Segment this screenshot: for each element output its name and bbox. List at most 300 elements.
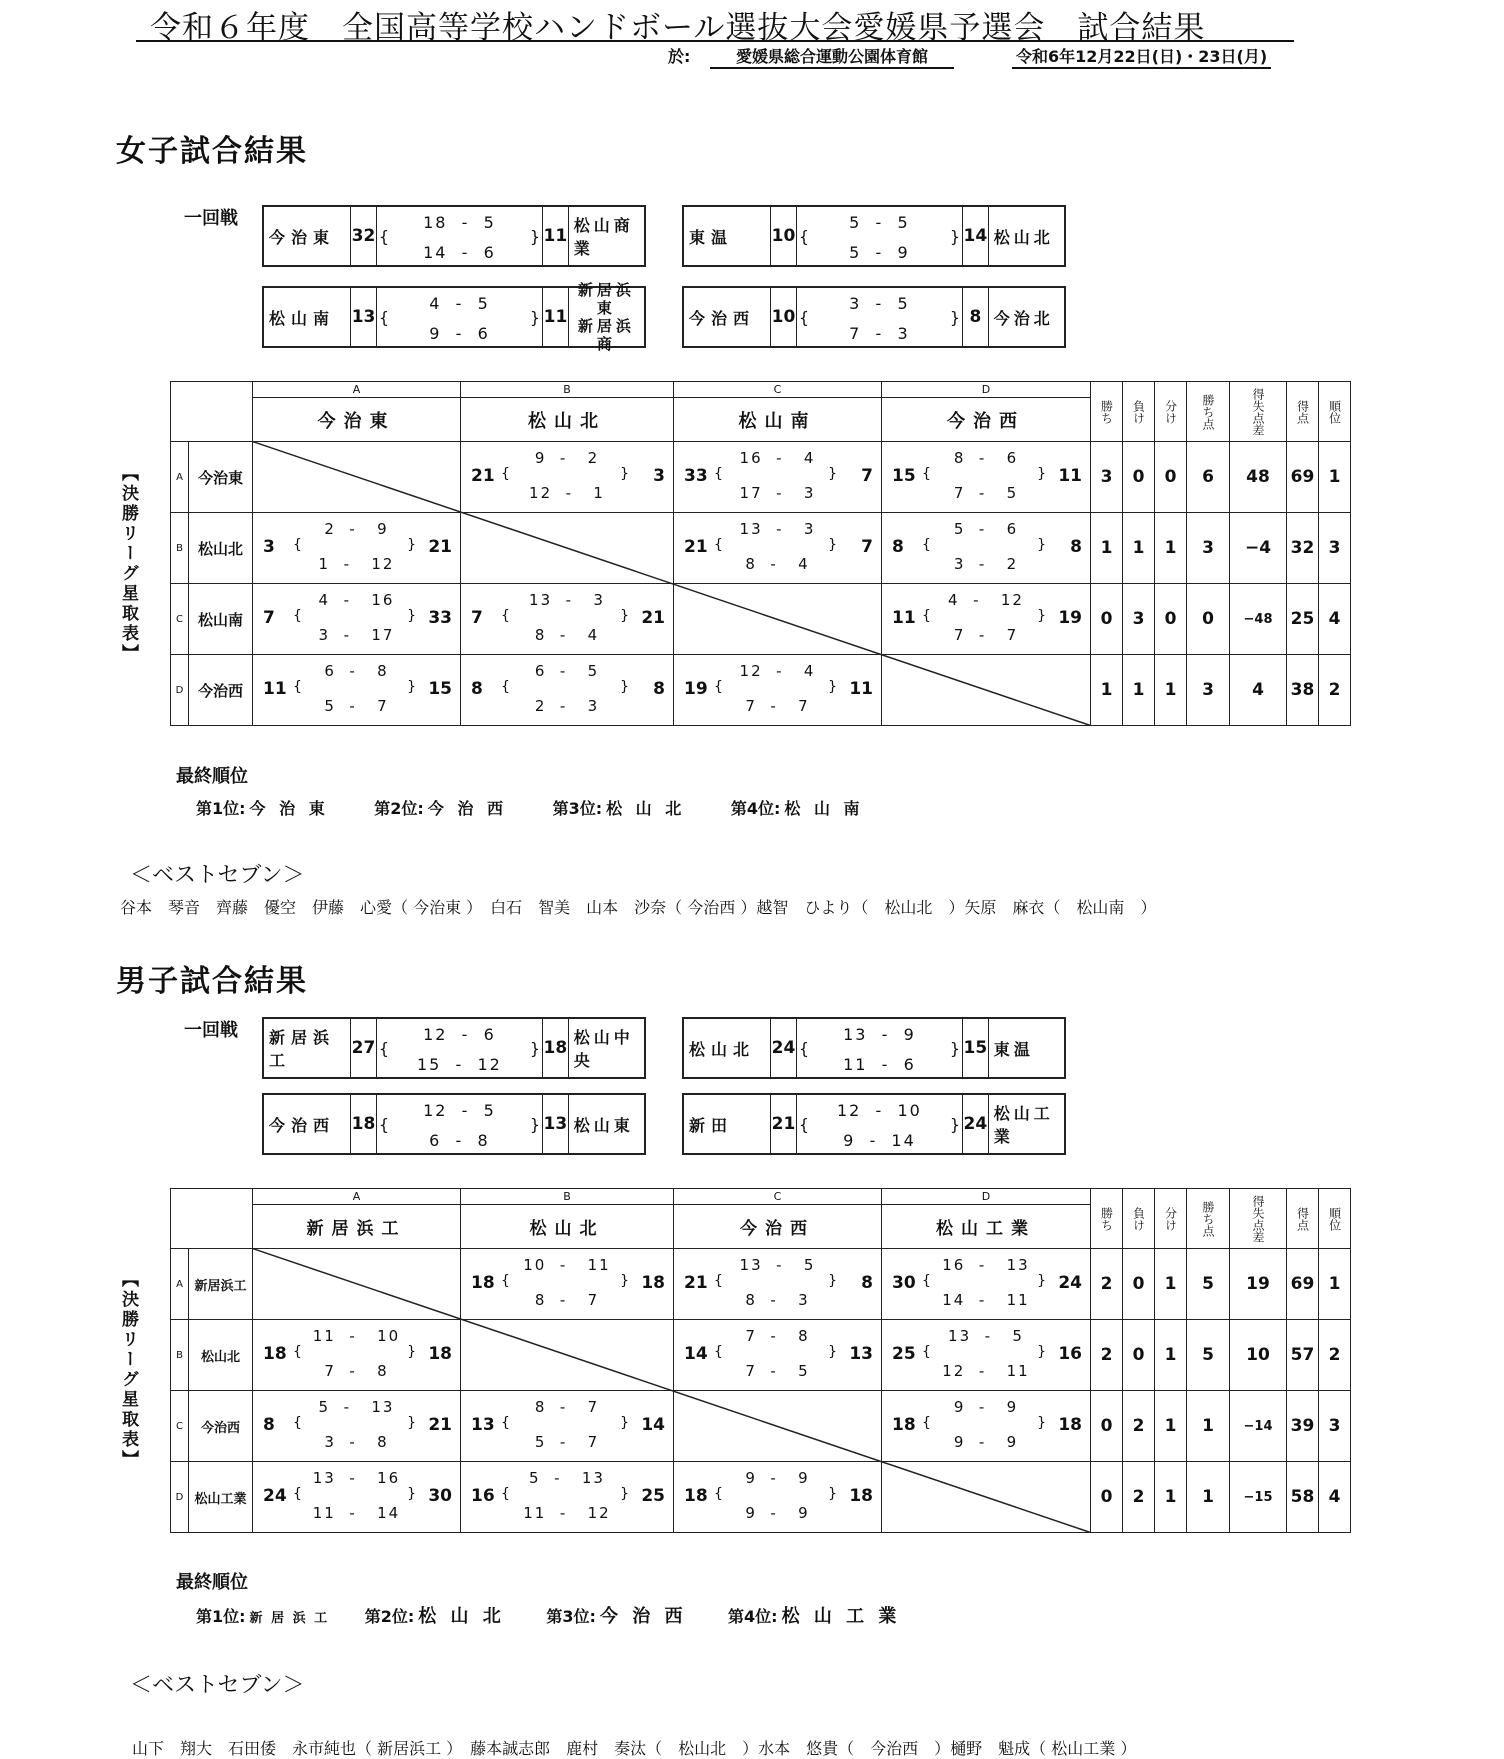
cell-h2-left: 2 xyxy=(534,697,547,715)
first-half-right: 10 xyxy=(897,1101,922,1120)
cell-h2-right: 3 xyxy=(803,484,816,502)
row-team-name: 今治西 xyxy=(189,655,253,726)
cell-score-right: 8 xyxy=(653,679,665,699)
cell-score-left: 13 xyxy=(471,1415,495,1435)
cell-score-right: 21 xyxy=(641,608,665,628)
first-half-left: 3 xyxy=(849,294,862,313)
bracket-open: { xyxy=(293,1415,302,1431)
stat-value: 4 xyxy=(1230,655,1287,726)
bracket-close: } xyxy=(828,1486,837,1502)
cell-score-right: 24 xyxy=(1058,1273,1082,1293)
cell-h1-left: 9 xyxy=(745,1469,757,1487)
cell-score-left: 25 xyxy=(892,1344,916,1364)
women-rank-4-label: 第4位: xyxy=(730,799,781,818)
cell-h1-right: 2 xyxy=(587,449,600,467)
stat-value: 3 xyxy=(1091,442,1123,513)
first-half-left: 12 xyxy=(423,1025,448,1044)
stat-value: 0 xyxy=(1091,584,1123,655)
bracket-open: { xyxy=(293,537,302,553)
cell-h1-left: 13 xyxy=(529,591,553,609)
bracket-open: { xyxy=(798,308,810,327)
match-second-half: 14 - 6 xyxy=(423,243,496,262)
cell-second-half: 8 - 4 xyxy=(534,626,600,644)
stat-value: 25 xyxy=(1287,584,1319,655)
women-rank-3-team: 松 山 北 xyxy=(606,799,686,818)
cell-h2-right: 2 xyxy=(1006,555,1019,573)
cell-h2-right: 11 xyxy=(1006,1362,1030,1380)
cell-h1-right: 9 xyxy=(1006,1398,1019,1416)
first-half-right: 5 xyxy=(483,213,496,232)
stat-value: −48 xyxy=(1230,584,1287,655)
bracket-close: } xyxy=(620,679,629,695)
second-half-right: 6 xyxy=(477,324,490,343)
team-header: 松山南 xyxy=(674,398,882,442)
cell-second-half: 3 - 17 xyxy=(318,626,395,644)
cell-h1-right: 12 xyxy=(1000,591,1024,609)
cell-second-half: 5 - 7 xyxy=(534,1433,600,1451)
cell-h2-left: 11 xyxy=(523,1504,547,1522)
cell-h1-right: 16 xyxy=(371,591,395,609)
cell-h1-right: 16 xyxy=(377,1469,401,1487)
venue-text: 愛媛県総合運動公園体育館 xyxy=(710,47,954,69)
second-half-right: 6 xyxy=(903,1055,916,1074)
cell-score-right: 25 xyxy=(641,1486,665,1506)
row-team-name: 松山工業 xyxy=(189,1462,253,1533)
cell-first-half: 6 - 5 xyxy=(534,662,600,680)
bracket-open: { xyxy=(501,679,510,695)
stat-header-text: 得点 xyxy=(1295,399,1310,424)
bracket-open: { xyxy=(293,1486,302,1502)
cell-h1-left: 5 xyxy=(529,1469,541,1487)
cell-score-left: 16 xyxy=(471,1486,495,1506)
bracket-close: } xyxy=(1037,1415,1046,1431)
stat-header-text: 順位 xyxy=(1327,399,1342,424)
stat-header-text: 勝ち点 xyxy=(1201,393,1215,430)
stat-value: 1 xyxy=(1155,1320,1187,1391)
stat-value: 58 xyxy=(1287,1462,1319,1533)
cell-h2-left: 11 xyxy=(312,1504,336,1522)
bracket-close: } xyxy=(529,1115,540,1134)
cell-second-half: 11 - 12 xyxy=(523,1504,611,1522)
cell-h2-left: 9 xyxy=(953,1433,966,1451)
cell-first-half: 5 - 6 xyxy=(953,520,1019,538)
cell-h1-left: 13 xyxy=(739,1256,763,1274)
bracket-open: { xyxy=(714,1486,723,1502)
cell-first-half: 9 - 9 xyxy=(953,1398,1019,1416)
cell-first-half: 2 - 9 xyxy=(324,520,389,538)
col-letter: C xyxy=(674,382,882,398)
row-letter: C xyxy=(171,1391,189,1462)
match-right-team-text: 松山中央 xyxy=(573,1028,634,1070)
stat-header-text: 分け xyxy=(1163,1206,1178,1231)
bracket-open: { xyxy=(378,1115,390,1134)
bracket-open: { xyxy=(293,608,302,624)
cell-score-left: 18 xyxy=(892,1415,916,1435)
match-left-team-text: 新居浜工 xyxy=(269,1028,336,1070)
stat-value: 2 xyxy=(1319,655,1351,726)
second-half-left: 6 xyxy=(429,1131,442,1150)
cell-h1-left: 9 xyxy=(534,449,547,467)
stat-value: 4 xyxy=(1319,1462,1351,1533)
cell-h1-left: 10 xyxy=(523,1256,547,1274)
bracket-open: { xyxy=(714,679,723,695)
bracket-close: } xyxy=(620,1415,629,1431)
cell-h2-left: 5 xyxy=(534,1433,547,1451)
cell-second-half: 9 - 9 xyxy=(745,1504,810,1522)
cell-score-left: 11 xyxy=(892,608,916,628)
women-best-seven: 谷本 琴音 齊藤 優空 伊藤 心愛（ 今治東 ） 白石 智美 山本 沙奈（ 今治西 ）越智 ひより（ 松山北 ）矢原 麻衣（ 松山南 ） xyxy=(120,898,1157,917)
cell-h1-left: 9 xyxy=(953,1398,966,1416)
cell-first-half: 4 - 16 xyxy=(318,591,395,609)
cell-first-half: 5 - 13 xyxy=(318,1398,395,1416)
stat-header-text: 得点 xyxy=(1295,1206,1310,1231)
match-right-total: 14 xyxy=(963,207,989,265)
match-first-half: 12 - 6 xyxy=(423,1025,496,1044)
bracket-open: { xyxy=(378,308,390,327)
stat-value: 0 xyxy=(1155,584,1187,655)
stat-header-text: 負け xyxy=(1131,1206,1146,1231)
date-text: 令和6年12月22日(日)・23日(月) xyxy=(1012,47,1271,69)
men-rank-1-team: 新 居 浜 工 xyxy=(249,1611,330,1626)
bracket-open: { xyxy=(922,1344,931,1360)
cell-h2-left: 7 xyxy=(745,1362,757,1380)
cell-h2-right: 12 xyxy=(587,1504,611,1522)
cell-h1-right: 11 xyxy=(587,1256,611,1274)
match-first-half: 12 - 5 xyxy=(423,1101,496,1120)
team-header: 松山工業 xyxy=(882,1205,1091,1249)
stat-value: 48 xyxy=(1230,442,1287,513)
row-team-name: 松山南 xyxy=(189,584,253,655)
bracket-close: } xyxy=(1037,1344,1046,1360)
match-left-total: 24 xyxy=(771,1019,797,1077)
stat-value: 0 xyxy=(1123,1320,1155,1391)
first-half-right: 5 xyxy=(483,1101,496,1120)
stat-value: 39 xyxy=(1287,1391,1319,1462)
cell-h2-left: 7 xyxy=(324,1362,336,1380)
stat-value: 32 xyxy=(1287,513,1319,584)
cell-first-half: 13 - 3 xyxy=(739,520,816,538)
first-half-right: 5 xyxy=(477,294,490,313)
match-second-half: 9 - 6 xyxy=(429,324,490,343)
men-best-seven-head: ＜ベストセブン＞ xyxy=(130,1673,305,1698)
match-right-team-text: 松山北 xyxy=(993,227,1054,247)
first-half-right: 9 xyxy=(903,1025,916,1044)
stat-value: 3 xyxy=(1187,513,1230,584)
cell-h1-left: 2 xyxy=(324,520,336,538)
cell-first-half: 12 - 4 xyxy=(739,662,816,680)
col-letter: A xyxy=(253,1189,461,1205)
stat-value: 38 xyxy=(1287,655,1319,726)
cell-score-right: 3 xyxy=(653,466,665,486)
second-half-left: 11 xyxy=(843,1055,868,1074)
first-half-right: 5 xyxy=(897,294,910,313)
stat-value: 10 xyxy=(1230,1320,1287,1391)
match-right-team-text: 今治北 xyxy=(993,308,1054,328)
match-right-total: 11 xyxy=(543,207,569,265)
cell-first-half: 16 - 4 xyxy=(739,449,816,467)
stat-value: 3 xyxy=(1319,513,1351,584)
cell-h2-right: 8 xyxy=(377,1362,389,1380)
match-first-half: 4 - 5 xyxy=(429,294,490,313)
cell-score-right: 18 xyxy=(849,1486,873,1506)
stat-value: 2 xyxy=(1091,1320,1123,1391)
cell-h1-right: 8 xyxy=(377,662,389,680)
match-left-team-text: 松山南 xyxy=(269,308,336,328)
second-half-right: 12 xyxy=(477,1055,502,1074)
cell-score-right: 15 xyxy=(428,679,452,699)
first-half-left: 12 xyxy=(837,1101,862,1120)
men-league-label: 【決勝リーグ星取表】 xyxy=(118,1270,138,1470)
match-left-total: 10 xyxy=(771,288,797,346)
match-right-total: 11 xyxy=(543,288,569,346)
cell-h2-right: 8 xyxy=(377,1433,389,1451)
bracket-open: { xyxy=(922,608,931,624)
stat-value: 0 xyxy=(1091,1391,1123,1462)
cell-h2-right: 7 xyxy=(377,697,389,715)
first-half-right: 5 xyxy=(897,213,910,232)
stat-value: 1 xyxy=(1155,1249,1187,1320)
cell-score-left: 19 xyxy=(684,679,708,699)
col-letter: A xyxy=(253,382,461,398)
second-half-left: 9 xyxy=(843,1131,856,1150)
cell-h2-left: 3 xyxy=(318,626,331,644)
bracket-open: { xyxy=(714,537,723,553)
match-second-half: 7 - 3 xyxy=(849,324,910,343)
cell-score-right: 19 xyxy=(1058,608,1082,628)
stat-value: 1 xyxy=(1091,655,1123,726)
cell-score-left: 15 xyxy=(892,466,916,486)
bracket-close: } xyxy=(949,308,960,327)
cell-first-half: 6 - 8 xyxy=(324,662,389,680)
cell-second-half: 17 - 3 xyxy=(739,484,816,502)
stat-value: 1 xyxy=(1155,1462,1187,1533)
match-left-team-text: 今治東 xyxy=(269,227,336,247)
match-first-half: 5 - 5 xyxy=(849,213,910,232)
row-letter: A xyxy=(171,1249,189,1320)
row-team-name: 松山北 xyxy=(189,513,253,584)
row-letter: B xyxy=(171,1320,189,1391)
cell-h2-right: 9 xyxy=(1006,1433,1019,1451)
stat-value: 1 xyxy=(1123,655,1155,726)
second-half-right: 8 xyxy=(477,1131,490,1150)
stat-value: 3 xyxy=(1319,1391,1351,1462)
cell-h2-left: 7 xyxy=(953,626,966,644)
match-right-team-text: 松山東 xyxy=(573,1115,634,1135)
cell-h1-right: 5 xyxy=(803,1256,816,1274)
cell-h1-left: 4 xyxy=(948,591,960,609)
venue-label: 於: xyxy=(668,47,691,66)
cell-score-left: 33 xyxy=(684,466,708,486)
match-left-total: 27 xyxy=(351,1019,377,1077)
cell-second-half: 7 - 5 xyxy=(953,484,1019,502)
bracket-close: } xyxy=(407,1415,416,1431)
cell-second-half: 7 - 7 xyxy=(745,697,810,715)
cell-h1-right: 13 xyxy=(1006,1256,1030,1274)
match-right-total: 15 xyxy=(963,1019,989,1077)
bracket-close: } xyxy=(949,227,960,246)
match-right-total: 13 xyxy=(543,1095,569,1153)
first-half-left: 5 xyxy=(849,213,862,232)
cell-h2-left: 5 xyxy=(324,697,336,715)
team-header: 松山北 xyxy=(461,398,674,442)
stat-value: 2 xyxy=(1091,1249,1123,1320)
cell-second-half: 2 - 3 xyxy=(534,697,600,715)
row-letter: D xyxy=(171,655,189,726)
cell-h2-left: 9 xyxy=(745,1504,757,1522)
cell-score-left: 8 xyxy=(471,679,483,699)
stat-value: 6 xyxy=(1187,442,1230,513)
cell-h2-right: 12 xyxy=(371,555,395,573)
cell-h2-right: 1 xyxy=(593,484,605,502)
cell-first-half: 11 - 10 xyxy=(312,1327,401,1345)
cell-h1-left: 13 xyxy=(312,1469,336,1487)
col-letter: D xyxy=(882,382,1091,398)
bracket-open: { xyxy=(922,1273,931,1289)
women-rank-1-label: 第1位: xyxy=(196,799,246,818)
match-right-total: 18 xyxy=(543,1019,569,1077)
match-left-team-text: 松山北 xyxy=(689,1039,756,1059)
match-second-half: 11 - 6 xyxy=(843,1055,916,1074)
bracket-open: { xyxy=(501,1273,510,1289)
stat-value: −4 xyxy=(1230,513,1287,584)
women-rank-3-label: 第3位: xyxy=(552,799,603,818)
cell-h1-right: 10 xyxy=(377,1327,401,1345)
stat-header-text: 勝ち xyxy=(1099,1206,1114,1231)
cell-score-right: 30 xyxy=(428,1486,452,1506)
bracket-close: } xyxy=(828,537,837,553)
cell-h2-left: 7 xyxy=(953,484,966,502)
cell-h2-left: 7 xyxy=(745,697,757,715)
row-letter: C xyxy=(171,584,189,655)
cell-score-right: 11 xyxy=(849,679,873,699)
bracket-close: } xyxy=(529,227,540,246)
cell-h1-right: 6 xyxy=(1006,449,1019,467)
cell-score-right: 18 xyxy=(641,1273,665,1293)
cell-h2-left: 12 xyxy=(942,1362,966,1380)
cell-second-half: 5 - 7 xyxy=(324,697,389,715)
cell-first-half: 8 - 6 xyxy=(953,449,1019,467)
women-rank-1-team: 今 治 東 xyxy=(249,799,329,818)
cell-h2-right: 17 xyxy=(371,626,395,644)
cell-score-right: 7 xyxy=(861,537,873,557)
row-letter: D xyxy=(171,1462,189,1533)
cell-first-half: 13 - 16 xyxy=(312,1469,401,1487)
men-round-label: 一回戦 xyxy=(184,1020,238,1041)
cell-h2-left: 8 xyxy=(745,555,757,573)
bracket-close: } xyxy=(620,1273,629,1289)
stat-value: 69 xyxy=(1287,1249,1319,1320)
cell-second-half: 8 - 3 xyxy=(745,1291,810,1309)
bracket-close: } xyxy=(620,466,629,482)
cell-h2-right: 3 xyxy=(587,697,600,715)
cell-second-half: 7 - 5 xyxy=(745,1362,810,1380)
cell-score-left: 21 xyxy=(684,537,708,557)
men-rank-4-label: 第4位: xyxy=(728,1607,778,1626)
cell-first-half: 13 - 5 xyxy=(948,1327,1024,1345)
stat-value: 0 xyxy=(1187,584,1230,655)
bracket-close: } xyxy=(407,1344,416,1360)
cell-score-right: 21 xyxy=(428,1415,452,1435)
stat-value: 1 xyxy=(1187,1391,1230,1462)
cell-first-half: 9 - 2 xyxy=(534,449,600,467)
cell-second-half: 1 - 12 xyxy=(318,555,395,573)
cell-h1-right: 4 xyxy=(803,662,816,680)
cell-h2-right: 14 xyxy=(377,1504,401,1522)
second-half-right: 6 xyxy=(483,243,496,262)
men-rank-2-team: 松 山 北 xyxy=(418,1606,505,1627)
match-right-total: 8 xyxy=(963,288,989,346)
match-first-half: 3 - 5 xyxy=(849,294,910,313)
bracket-open: { xyxy=(922,1415,931,1431)
cell-score-right: 11 xyxy=(1058,466,1082,486)
men-best-seven: 山下 翔大 石田倭 永市純也（ 新居浜工 ） 藤本誠志郎 鹿村 奏汰（ 松山北 ）水本 悠貴（ 今治西 ）樋野 魁成（ 松山工業 ） xyxy=(132,1739,1137,1758)
row-letter: B xyxy=(171,513,189,584)
match-second-half: 5 - 9 xyxy=(849,243,910,262)
first-half-right: 6 xyxy=(483,1025,496,1044)
cell-h1-left: 16 xyxy=(942,1256,966,1274)
cell-h2-left: 8 xyxy=(534,1291,547,1309)
men-rank-1-label: 第1位: xyxy=(196,1607,246,1626)
match-right-team-text: 松山商業 xyxy=(573,216,634,258)
cell-h2-right: 4 xyxy=(587,626,600,644)
men-section-title: 男子試合結果 xyxy=(116,964,308,999)
bracket-close: } xyxy=(407,537,416,553)
cell-h2-left: 3 xyxy=(953,555,966,573)
cell-first-half: 16 - 13 xyxy=(942,1256,1030,1274)
team-header: 松山北 xyxy=(461,1205,674,1249)
stat-value: 1 xyxy=(1155,1391,1187,1462)
stat-value: 1 xyxy=(1155,655,1187,726)
stat-value: 1 xyxy=(1155,513,1187,584)
stat-header-text: 順位 xyxy=(1327,1206,1342,1231)
cell-second-half: 3 - 2 xyxy=(953,555,1019,573)
cell-h1-left: 6 xyxy=(324,662,336,680)
cell-h1-left: 16 xyxy=(739,449,763,467)
cell-score-left: 7 xyxy=(471,608,483,628)
stat-value: 0 xyxy=(1123,442,1155,513)
cell-score-left: 11 xyxy=(263,679,287,699)
stat-header-text: 得失点差 xyxy=(1251,1194,1265,1243)
cell-h2-right: 7 xyxy=(587,1433,600,1451)
stat-value: 0 xyxy=(1091,1462,1123,1533)
cell-h2-right: 4 xyxy=(798,555,810,573)
cell-score-right: 21 xyxy=(428,537,452,557)
stat-value: −14 xyxy=(1230,1391,1287,1462)
cell-second-half: 8 - 4 xyxy=(745,555,810,573)
match-second-half: 9 - 14 xyxy=(843,1131,916,1150)
second-half-left: 9 xyxy=(429,324,442,343)
cell-score-left: 30 xyxy=(892,1273,916,1293)
bracket-open: { xyxy=(378,1039,390,1058)
cell-second-half: 14 - 11 xyxy=(942,1291,1030,1309)
cell-h1-right: 7 xyxy=(587,1398,600,1416)
stat-value: −15 xyxy=(1230,1462,1287,1533)
stat-value: 1 xyxy=(1123,513,1155,584)
col-letter: D xyxy=(882,1189,1091,1205)
men-rank-3-label: 第3位: xyxy=(546,1607,596,1626)
cell-h1-right: 13 xyxy=(371,1398,395,1416)
bracket-close: } xyxy=(1037,537,1046,553)
cell-first-half: 10 - 11 xyxy=(523,1256,611,1274)
bracket-open: { xyxy=(798,1115,810,1134)
cell-score-left: 21 xyxy=(471,466,495,486)
second-half-left: 14 xyxy=(423,243,448,262)
cell-score-left: 21 xyxy=(684,1273,708,1293)
cell-score-right: 8 xyxy=(861,1273,873,1293)
cell-second-half: 12 - 11 xyxy=(942,1362,1030,1380)
match-left-total: 10 xyxy=(771,207,797,265)
cell-score-right: 16 xyxy=(1058,1344,1082,1364)
